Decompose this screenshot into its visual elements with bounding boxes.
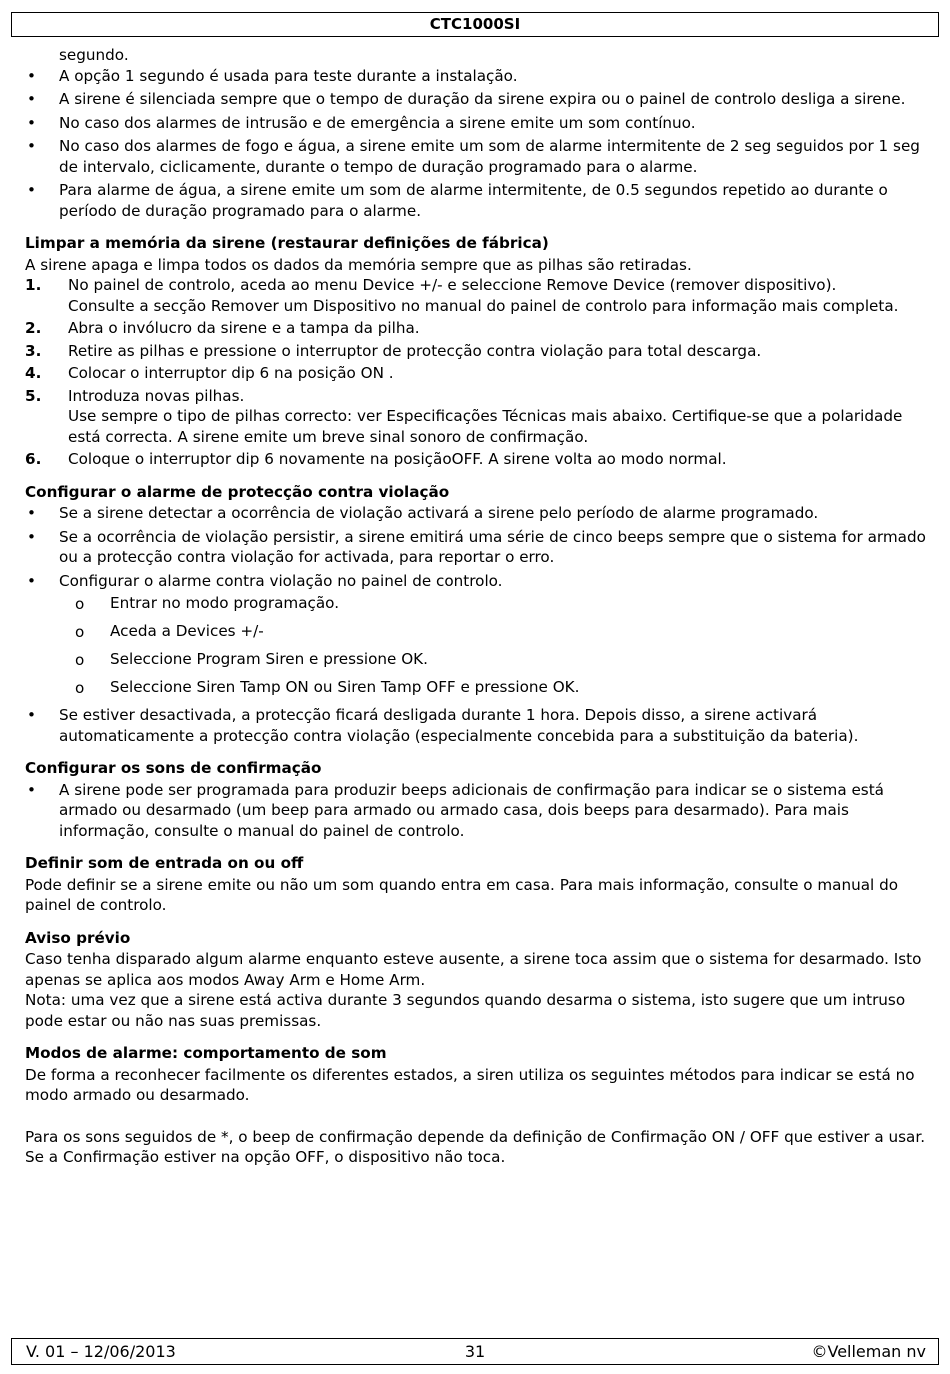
clear-memory-steps: [25, 275, 930, 470]
list-item: • A opção 1 segundo é usada para teste durante a instalação.: [27, 66, 518, 85]
circle-bullet-icon: o: [75, 679, 85, 697]
step-item: 2. Abra o invólucro da sirene e a tampa da pilha.: [25, 319, 420, 337]
alarm-modes-note: Para os sons seguidos de *, o beep de confirmação depende da definição de Confirmação ON / OFF que estiver a usar. Se a Confirmação estiver na opção OFF, o dispositivo não toca.: [25, 1127, 926, 1166]
list-item: • Para alarme de água, a sirene emite um som de alarme intermitente, de 0.5 segundos repetido ao durante o período de duração programado para o alarme.: [27, 181, 888, 220]
version-date: V. 01 – 12/06/2013: [26, 1342, 176, 1361]
step-item: 1. No painel de controlo, aceda ao menu Device +/- e seleccione Remove Device (remover dispositivo). Consulte a secção Remover um Dispositivo no manual do painel de controlo para informação mais completa.: [25, 276, 899, 315]
bullet-icon: •: [27, 780, 36, 799]
list-item: • Se estiver desactivada, a protecção ficará desligada durante 1 hora. Depois disso, a sirene activará automaticamente a protecção contra violação (especialmente concebida para a substituição da bateria).: [27, 706, 859, 745]
list-item: • A sirene pode ser programada para produzir beeps adicionais de confirmação para indicar se o sistema está armado ou desarmado (um beep para armado ou armado casa, dois beeps para desarmado). Para mais informação, consulte o manual do painel de controlo.: [27, 780, 884, 840]
clear-memory-text: A sirene apaga e limpa todos os dados da memória sempre que as pilhas são retiradas.: [25, 255, 692, 274]
step-item: 3. Retire as pilhas e pressione o interruptor de protecção contra violação para total descarga.: [25, 341, 762, 360]
paragraph-spacer: [25, 1106, 930, 1127]
sub-list-item: o Entrar no modo programação.: [75, 594, 340, 613]
section-heading-entry-sound: Definir som de entrada on ou off: [25, 854, 304, 872]
list-item: • Se a ocorrência de violação persistir, a sirene emitirá uma série de cinco beeps sempre que o sistema for armado ou a protecção contra violação for activada, para reportar o erro.: [27, 527, 926, 566]
bullet-icon: •: [27, 137, 36, 155]
bullet-icon: •: [27, 66, 36, 85]
bullet-icon: •: [27, 527, 36, 546]
page-footer: [11, 1338, 939, 1365]
tamper-bullet-list: [25, 503, 930, 746]
bullet-icon: •: [27, 706, 36, 724]
entry-sound-text: Pode definir se a sirene emite ou não um som quando entra em casa. Para mais informação, consulte o manual do painel de controlo.: [25, 875, 899, 914]
prior-warning-note: Nota: uma vez que a sirene está activa durante 3 segundos quando desarma o sistema, isto sugere que um intruso pode estar ou não nas suas premissas.: [25, 991, 906, 1030]
list-item: • A sirene é silenciada sempre que o tempo de duração da sirene expira ou o painel de controlo desliga a sirene.: [27, 90, 906, 108]
section-heading-clear-memory: Limpar a memória da sirene (restaurar definições de fábrica): [25, 234, 549, 252]
list-item: • Configurar o alarme contra violação no painel de controlo. o Entrar no modo programação. o Aceda a Devices +/- o Seleccione Program Siren e pressione OK. o Seleccione Siren Tamp ON ou Siren Tamp OFF e pressione OK.: [25, 571, 930, 698]
tamper-sub-list: [59, 593, 930, 698]
copyright-text: ©Velleman nv: [811, 1342, 926, 1361]
step-number: 4.: [25, 364, 42, 382]
step-number: 3.: [25, 341, 42, 360]
list-item: • No caso dos alarmes de intrusão e de emergência a sirene emite um som contínuo.: [27, 113, 696, 132]
sub-list-item: o Aceda a Devices +/-: [75, 622, 264, 641]
alarm-modes-text: De forma a reconhecer facilmente os diferentes estados, a siren utiliza os seguintes métodos para indicar se está no modo armado ou desarmado.: [25, 1065, 915, 1104]
step-number: 6.: [25, 450, 42, 468]
step-number: 1.: [25, 276, 42, 294]
bullet-icon: •: [27, 571, 36, 590]
document-title: CTC1000SI: [429, 15, 521, 33]
confirmation-bullet-list: [25, 780, 930, 842]
step-item: 4. Colocar o interruptor dip 6 na posição ON .: [25, 364, 394, 382]
section-heading-alarm-modes: Modos de alarme: comportamento de som: [25, 1044, 387, 1062]
circle-bullet-icon: o: [75, 595, 85, 613]
step-item: 5. Introduza novas pilhas. Use sempre o tipo de pilhas correcto: ver Especificações Técnicas mais abaixo. Certifique-se que a polaridade está correcta. A sirene emite um breve sinal sonoro de confirmação.: [25, 386, 903, 446]
page-content: [25, 45, 930, 1168]
continuation-text: segundo.: [59, 46, 129, 64]
step-note: Consulte a secção Remover um Dispositivo no manual do painel de controlo para informação mais completa.: [68, 296, 899, 315]
step-note: Use sempre o tipo de pilhas correcto: ver Especificações Técnicas mais abaixo. Certifique-se que a polaridade está correcta. A sirene emite um breve sinal sonoro de confirmação.: [68, 407, 903, 446]
bullet-icon: •: [27, 90, 36, 108]
prior-warning-text: Caso tenha disparado algum alarme enquanto esteve ausente, a sirene toca assim que o sistema for desarmado. Isto apenas se aplica aos modos Away Arm e Home Arm.: [25, 950, 922, 989]
section-heading-confirmation: Configurar os sons de confirmação: [25, 759, 322, 777]
bullet-icon: •: [27, 504, 36, 522]
list-item: • No caso dos alarmes de fogo e água, a sirene emite um som de alarme intermitente de 2 seg seguidos por 1 seg de intervalo, ciclicamente, durante o tempo de duração programado para o alarme.: [27, 137, 920, 176]
step-item: 6. Coloque o interruptor dip 6 novamente na posiçãoOFF. A sirene volta ao modo normal.: [25, 450, 727, 468]
sub-list-item: o Seleccione Program Siren e pressione OK.: [75, 650, 428, 669]
intro-bullet-list: [25, 66, 930, 222]
bullet-icon: •: [27, 181, 36, 199]
step-number: 2.: [25, 319, 42, 337]
page-number: 31: [464, 1342, 486, 1361]
section-heading-prior-warning: Aviso prévio: [25, 928, 131, 947]
list-item: • Se a sirene detectar a ocorrência de violação activará a sirene pelo período de alarme programado.: [27, 504, 819, 522]
sub-list-item: o Seleccione Siren Tamp ON ou Siren Tamp OFF e pressione OK.: [75, 678, 580, 697]
page-header: [11, 12, 939, 37]
circle-bullet-icon: o: [75, 623, 85, 641]
bullet-icon: •: [27, 113, 36, 132]
section-heading-tamper: Configurar o alarme de protecção contra violação: [25, 482, 450, 501]
circle-bullet-icon: o: [75, 651, 85, 669]
step-number: 5.: [25, 386, 42, 405]
